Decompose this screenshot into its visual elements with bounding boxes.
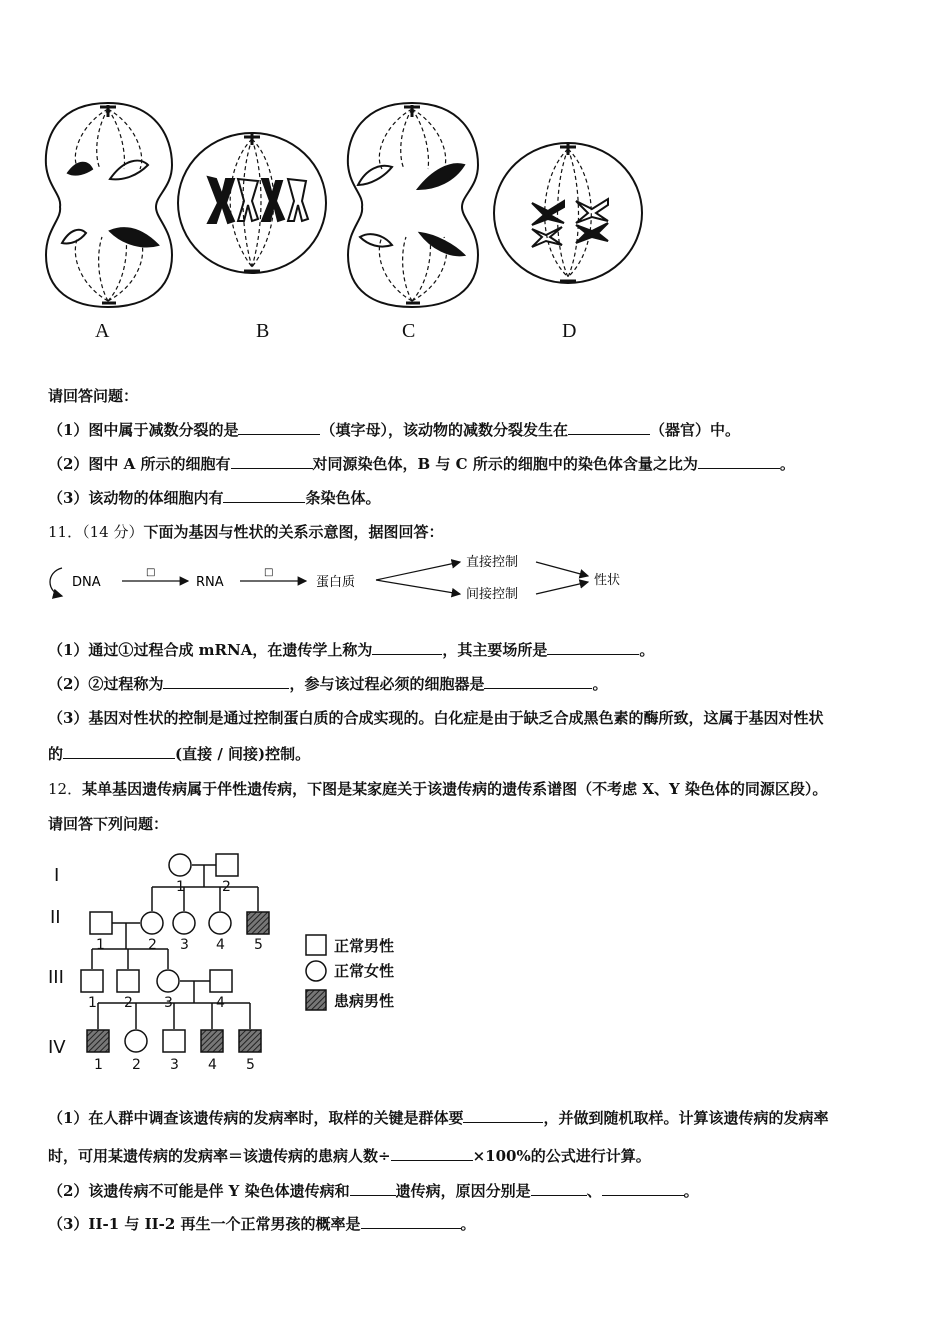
answer-blank[interactable] bbox=[484, 674, 592, 689]
gen3-male-1 bbox=[81, 970, 103, 992]
answer-blank[interactable] bbox=[463, 1108, 543, 1123]
q12-part1-line2 bbox=[48, 1146, 651, 1166]
gen4-num-4: 4 bbox=[208, 1057, 217, 1073]
q11-p2-text-b: ，参与该过程必须的细胞器是 bbox=[289, 675, 485, 693]
gen2-num-3: 3 bbox=[180, 937, 189, 953]
q11-header bbox=[48, 522, 443, 542]
gen2-female-3 bbox=[173, 912, 195, 934]
answer-blank[interactable] bbox=[531, 1181, 587, 1196]
legend-normal-male-label: 正常男性 bbox=[334, 937, 395, 955]
q10-p3-text-b: 条染色体。 bbox=[305, 489, 381, 507]
q11-p3-text-a: 的 bbox=[48, 745, 64, 763]
indirect-control-label: 间接控制 bbox=[466, 587, 519, 602]
q11-part2 bbox=[48, 674, 607, 694]
q12-part1-line1 bbox=[48, 1108, 828, 1128]
cell-c bbox=[348, 103, 478, 307]
gen2-affected-male-5 bbox=[247, 912, 269, 934]
gen4-num-3: 3 bbox=[170, 1057, 179, 1073]
gen4-male-3 bbox=[163, 1030, 185, 1052]
answer-blank[interactable] bbox=[372, 640, 442, 655]
legend-affected-male-icon bbox=[306, 990, 326, 1010]
q11-p1-text-b: ，其主要场所是 bbox=[442, 641, 548, 659]
q12-number: 12． bbox=[48, 780, 83, 798]
answer-blank[interactable] bbox=[350, 1181, 396, 1196]
q10-p2-text-c: 。 bbox=[779, 455, 795, 473]
answer-blank[interactable] bbox=[163, 674, 289, 689]
answer-blank[interactable] bbox=[602, 1181, 684, 1196]
cell-d bbox=[494, 143, 642, 283]
gen3-num-3: 3 bbox=[164, 995, 173, 1011]
q12-p1-text-c: 时，可用某遗传病的发病率＝该遗传病的患病人数÷ bbox=[48, 1147, 391, 1165]
q10-part3 bbox=[48, 488, 380, 508]
gen4-num-1: 1 bbox=[94, 1057, 103, 1073]
q11-p3-text-b: (直接 / 间接)控制。 bbox=[175, 745, 311, 763]
q10-p3-text-a: （3）该动物的体细胞内有 bbox=[48, 489, 224, 507]
q12-prompt: 请回答下列问题： bbox=[48, 815, 169, 833]
gen3-num-4: 4 bbox=[216, 995, 225, 1011]
q11-p2-text-a: （2）②过程称为 bbox=[48, 675, 164, 693]
q12-part3 bbox=[48, 1214, 476, 1234]
cell-label-d: D bbox=[562, 320, 577, 342]
q12-title: 某单基因遗传病属于伴性遗传病，下图是某家庭关于该遗传病的遗传系谱图（不考虑 X、Y 染色体的同源区段）。 bbox=[82, 780, 828, 798]
answer-blank[interactable] bbox=[231, 454, 313, 469]
gen4-affected-male-1 bbox=[87, 1030, 109, 1052]
answer-blank[interactable] bbox=[391, 1146, 473, 1161]
gen3-num-2: 2 bbox=[124, 995, 133, 1011]
cell-label-b: B bbox=[256, 320, 270, 342]
q10-p2-text-b: 对同源染色体，B 与 C 所示的细胞中的染色体含量之比为 bbox=[312, 455, 698, 473]
q12-p3-text-b: 。 bbox=[460, 1215, 476, 1233]
q12-p2-text-c: 、 bbox=[586, 1182, 602, 1200]
rna-label: RNA bbox=[196, 575, 224, 590]
q10-p1-text-b: （填字母），该动物的减数分裂发生在 bbox=[320, 421, 568, 439]
gen3-female-3 bbox=[157, 970, 179, 992]
answer-blank[interactable] bbox=[63, 744, 175, 759]
q12-p1-text-b: ，并做到随机取样。计算该遗传病的发病率 bbox=[543, 1109, 829, 1127]
q10-part2 bbox=[48, 454, 795, 474]
answer-blank[interactable] bbox=[568, 420, 650, 435]
gen4-affected-male-4 bbox=[201, 1030, 223, 1052]
cell-label-a: A bbox=[95, 320, 110, 342]
protein-label: 蛋白质 bbox=[316, 575, 356, 590]
q11-part3-line1: （3）基因对性状的控制是通过控制蛋白质的合成实现的。白化症是由于缺乏合成黑色素的酶所致，这属于基因对性状 bbox=[48, 709, 824, 727]
legend-normal-female-icon bbox=[306, 961, 326, 981]
gen3-num-1: 1 bbox=[88, 995, 97, 1011]
cell-a bbox=[46, 103, 172, 307]
gen2-female-4 bbox=[209, 912, 231, 934]
gen3-male-4 bbox=[210, 970, 232, 992]
gen2-num-1: 1 bbox=[96, 937, 105, 953]
q10-p1-text-c: （器官）中。 bbox=[649, 421, 740, 439]
trait-label: 性状 bbox=[594, 573, 621, 588]
q12-p1-text-a: （1）在人群中调查该遗传病的发病率时，取样的关键是群体要 bbox=[48, 1109, 464, 1127]
answer-blank[interactable] bbox=[238, 420, 320, 435]
q12-part2 bbox=[48, 1181, 699, 1201]
gen4-affected-male-5 bbox=[239, 1030, 261, 1052]
q12-header bbox=[48, 779, 827, 799]
q11-title: 下面为基因与性状的关系示意图，据图回答： bbox=[143, 523, 444, 541]
cell-division-figure bbox=[40, 95, 660, 355]
q10-p2-text-a: （2）图中 A 所示的细胞有 bbox=[48, 455, 231, 473]
gen-label-iv: IV bbox=[48, 1037, 66, 1058]
gen-label-ii: II bbox=[50, 907, 61, 928]
gen2-male-1 bbox=[90, 912, 112, 934]
gen3-male-2 bbox=[117, 970, 139, 992]
cell-b bbox=[178, 133, 326, 273]
gen-label-i: I bbox=[54, 865, 60, 886]
gene-trait-diagram bbox=[40, 550, 660, 610]
gen1-female-1 bbox=[169, 854, 191, 876]
q12-p2-text-a: （2）该遗传病不可能是伴 Y 染色体遗传病和 bbox=[48, 1182, 350, 1200]
gen-label-iii: III bbox=[48, 967, 64, 988]
legend-affected-male-label: 患病男性 bbox=[334, 992, 395, 1010]
q11-p2-text-c: 。 bbox=[592, 675, 608, 693]
q11-part1 bbox=[48, 640, 654, 660]
answer-blank[interactable] bbox=[223, 488, 305, 503]
pedigree-chart bbox=[40, 845, 420, 1085]
q12-p1-text-d: ×100%的公式进行计算。 bbox=[472, 1147, 651, 1165]
cell-label-c: C bbox=[402, 320, 416, 342]
q11-part3-line2 bbox=[48, 744, 310, 764]
gen1-male-2 bbox=[216, 854, 238, 876]
legend-normal-female-label: 正常女性 bbox=[334, 962, 395, 980]
gen1-num-1: 1 bbox=[176, 879, 185, 895]
direct-control-label: 直接控制 bbox=[466, 555, 519, 570]
q10-p1-text-a: （1）图中属于减数分裂的是 bbox=[48, 421, 239, 439]
gen1-num-2: 2 bbox=[222, 879, 231, 895]
answer-blank[interactable] bbox=[698, 454, 780, 469]
q11-number: 11．（14 分） bbox=[48, 523, 144, 541]
answer-blank[interactable] bbox=[361, 1214, 461, 1229]
q10-part1 bbox=[48, 420, 740, 440]
gen2-female-2 bbox=[141, 912, 163, 934]
gen4-female-2 bbox=[125, 1030, 147, 1052]
gen2-num-5: 5 bbox=[254, 937, 263, 953]
dna-label: DNA bbox=[72, 575, 101, 590]
q11-p1-text-a: （1）通过①过程合成 mRNA，在遗传学上称为 bbox=[48, 641, 373, 659]
q12-p2-text-b: 遗传病，原因分别是 bbox=[395, 1182, 531, 1200]
legend-normal-male-icon bbox=[306, 935, 326, 955]
step2-label: □ bbox=[264, 567, 274, 578]
gen4-num-2: 2 bbox=[132, 1057, 141, 1073]
gen2-num-4: 4 bbox=[216, 937, 225, 953]
q12-p3-text-a: （3）II-1 与 II-2 再生一个正常男孩的概率是 bbox=[48, 1215, 361, 1233]
gen2-num-2: 2 bbox=[148, 937, 157, 953]
answer-blank[interactable] bbox=[547, 640, 639, 655]
q12-p2-text-d: 。 bbox=[683, 1182, 699, 1200]
step1-label: □ bbox=[146, 567, 156, 578]
gen4-num-5: 5 bbox=[246, 1057, 255, 1073]
q11-p1-text-c: 。 bbox=[639, 641, 655, 659]
q10-prompt: 请回答问题： bbox=[48, 387, 139, 405]
